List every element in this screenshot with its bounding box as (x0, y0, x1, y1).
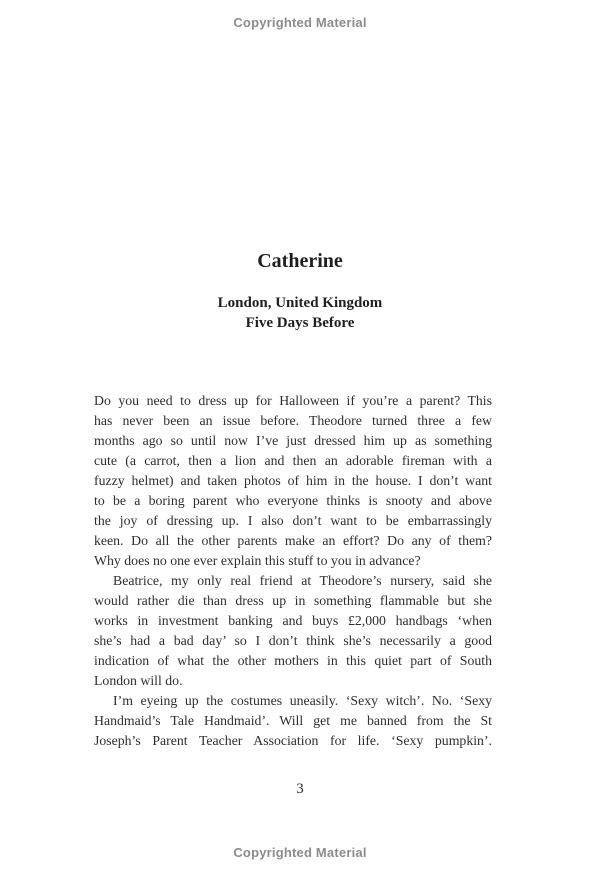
text-line: indication of what the other mothers in this quiet part of South (94, 653, 492, 668)
text-line: to be a boring parent who everyone thinks is snooty and above (94, 493, 492, 508)
location-line: London, United Kingdom (217, 295, 383, 311)
text-line: keen. Do all the other parents make an effort? Do any of them? (94, 533, 492, 548)
text-line: Handmaid’s Tale Handmaid’. Will get me banned from the St (94, 713, 492, 728)
chapter-subheading (0, 293, 600, 333)
text-line: I’m eyeing up the costumes uneasily. ‘Sexy witch’. No. ‘Sexy (113, 693, 492, 708)
chapter-title: Catherine (257, 250, 343, 272)
text-line: fuzzy helmet) and taken photos of him in the house. I don’t want (94, 473, 492, 488)
time-line: Five Days Before (245, 315, 355, 331)
text-line: Do you need to dress up for Halloween if you’re a parent? This (94, 393, 492, 408)
text-line: the joy of dressing up. I also don’t want to be embarrassingly (94, 513, 492, 528)
text-line: would rather die than dress up in something flammable but she (94, 593, 492, 608)
body-text (94, 391, 492, 751)
text-line: works in investment banking and buys £2,000 handbags ‘when (94, 613, 492, 628)
text-line: Beatrice, my only real friend at Theodore’s nursery, said she (113, 573, 492, 588)
text-line: has never been an issue before. Theodore turned three a few (94, 413, 492, 428)
text-line: cute (a carrot, then a lion and then an adorable fireman with a (94, 453, 492, 468)
copyright-notice-bottom: Copyrighted Material (233, 845, 367, 860)
text-line: she’s had a bad day’ so I don’t think she’s necessarily a good (94, 633, 492, 648)
text-line: Why does no one ever explain this stuff to you in advance? (94, 553, 421, 568)
copyright-notice-top: Copyrighted Material (233, 15, 367, 30)
text-line: months ago so until now I’ve just dressed him up as something (94, 433, 492, 448)
page-number: 3 (296, 781, 304, 797)
text-line: Joseph’s Parent Teacher Association for life. ‘Sexy pumpkin’. (94, 733, 492, 748)
text-line: London will do. (94, 673, 183, 688)
